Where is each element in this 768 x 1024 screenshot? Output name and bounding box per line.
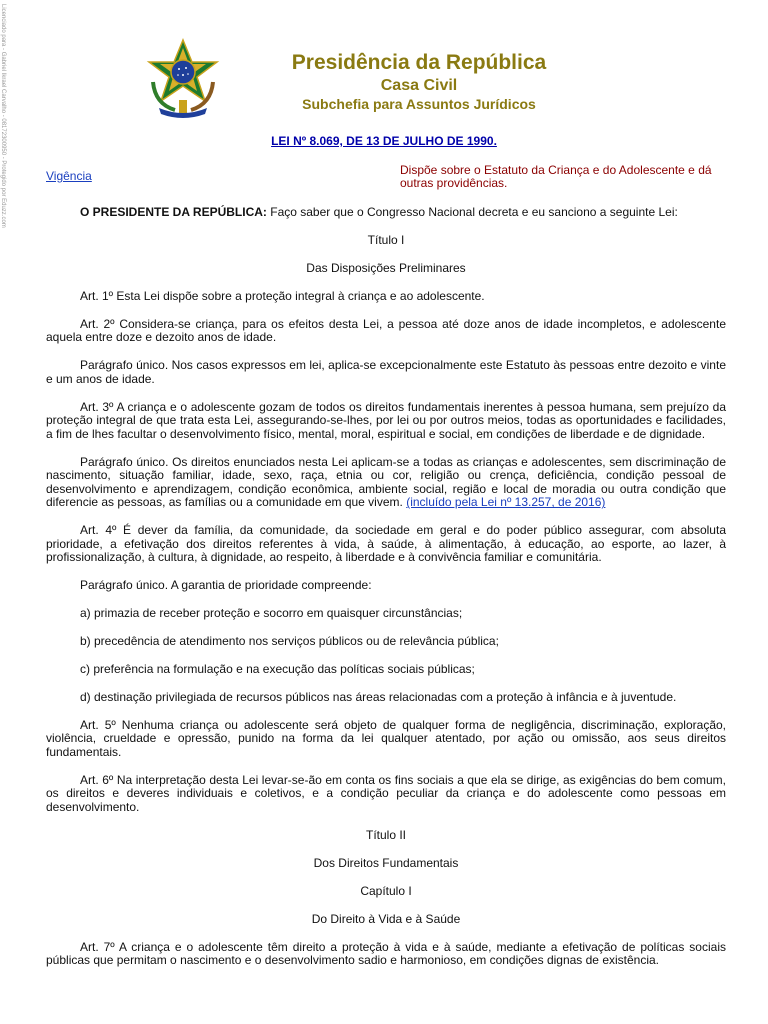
vigencia-link[interactable]: Vigência: [46, 169, 92, 183]
law-title-link[interactable]: LEI Nº 8.069, DE 13 DE JULHO DE 1990.: [271, 134, 497, 148]
preamble-president: O PRESIDENTE DA REPÚBLICA:: [80, 205, 267, 219]
article-4-item-b: b) precedência de atendimento nos serviços públicos ou de relevância pública;: [80, 634, 499, 649]
article-4: Art. 4º É dever da família, da comunidade, da sociedade em geral e do poder público assegurar, com absoluta prioridade, a efetivação dos direitos referentes à vida, à saúde, à alimentação, à educação, ao esporte, ao lazer, à profissionalização, à cultura, à dignidade, ao respeito, à liberdade e à convivência familiar e comunitária.: [46, 523, 726, 565]
law-ementa: Dispõe sobre o Estatuto da Criança e do Adolescente e dá outras providências.: [400, 163, 712, 190]
article-7: Art. 7º A criança e o adolescente têm direito a proteção à vida e à saúde, mediante a efetivação de políticas sociais públicas que permitam o nascimento e o desenvolvimento sadio e harmonioso, em condições dignas de existência.: [46, 939, 726, 968]
page-header: [0, 0, 768, 130]
watermark-text: Licenciado para - Gabriel Ikrael Carvalho - 08172300950 - Protegido por Eduzz.com: [0, 4, 6, 228]
preamble-text: Faço saber que o Congresso Nacional decreta e eu sanciono a seguinte Lei:: [266, 205, 678, 219]
titulo-1: Título I: [367, 232, 405, 247]
header-subtitle: Casa Civil: [380, 77, 458, 94]
article-3-paragraph: [46, 456, 726, 510]
article-4-item-d: d) destinação privilegiada de recursos públicos nas áreas relacionadas com a proteção à infância e à juventude.: [80, 689, 677, 704]
article-2: Art. 2º Considera-se criança, para os efeitos desta Lei, a pessoa até doze anos de idade incompletos, e adolescente aquela entre doze e dezoito anos de idade.: [46, 316, 726, 345]
capitulo-1-name: Do Direito à Vida e à Saúde: [311, 911, 461, 926]
article-4-item-c: c) preferência na formulação e na execução das políticas sociais públicas;: [80, 662, 475, 677]
article-3-paragraph-text: Parágrafo único. Os direitos enunciados nesta Lei aplicam-se a todas as crianças e adolescentes, sem discriminação de nascimento, situação familiar, idade, sexo, raça, etnia ou cor, religião ou crença, deficiência, condição pessoal de desenvolvimento e aprendizagem, condição econômica, ambiente social, região e local de moradia ou outra condição que diferencie as pessoas, as famílias ou a comunidade em que vivem.: [46, 454, 726, 510]
article-4-item-a: a) primazia de receber proteção e socorro em quaisquer circunstâncias;: [80, 606, 463, 621]
capitulo-1: Capítulo I: [360, 883, 412, 898]
preamble: [46, 206, 726, 220]
article-5: Art. 5º Nenhuma criança ou adolescente será objeto de qualquer forma de negligência, discriminação, exploração, violência, crueldade e opressão, punido na forma da lei qualquer atentado, por ação ou omissão, aos seus direitos fundamentais.: [46, 717, 726, 759]
law-title: [0, 135, 768, 149]
article-2-paragraph: Parágrafo único. Nos casos expressos em lei, aplica-se excepcionalmente este Estatuto às pessoas entre dezoito e vinte e um anos de idade.: [46, 358, 726, 386]
article-3: Art. 3º A criança e o adolescente gozam de todos os direitos fundamentais inerentes à pessoa humana, sem prejuízo da proteção integral de que trata esta Lei, assegurando-se-lhes, por lei ou por outros meios, todas as oportunidades e facilidades, a fim de lhes facultar o desenvolvimento físico, mental, moral, espiritual e social, em condições de liberdade e de dignidade.: [46, 399, 726, 441]
article-1: Art. 1º Esta Lei dispõe sobre a proteção integral à criança e ao adolescente.: [80, 288, 485, 303]
law-body: [46, 206, 726, 982]
titulo-2-name: Dos Direitos Fundamentais: [313, 855, 459, 870]
header-title: Presidência da República: [291, 51, 547, 74]
header-department: Subchefia para Assuntos Jurídicos: [302, 96, 536, 112]
amendment-link[interactable]: (incluído pela Lei nº 13.257, de 2016): [406, 495, 606, 510]
titulo-2: Título II: [365, 827, 406, 842]
article-4-paragraph: Parágrafo único. A garantia de prioridade compreende:: [80, 578, 372, 593]
article-6: Art. 6º Na interpretação desta Lei levar-se-ão em conta os fins sociais a que ela se dirige, as exigências do bem comum, os direitos e deveres individuais e coletivos, e a condição peculiar da criança e do adolescente como pessoas em desenvolvimento.: [46, 772, 726, 815]
titulo-1-name: Das Disposições Preliminares: [306, 260, 466, 275]
coat-of-arms-icon: [145, 38, 221, 118]
